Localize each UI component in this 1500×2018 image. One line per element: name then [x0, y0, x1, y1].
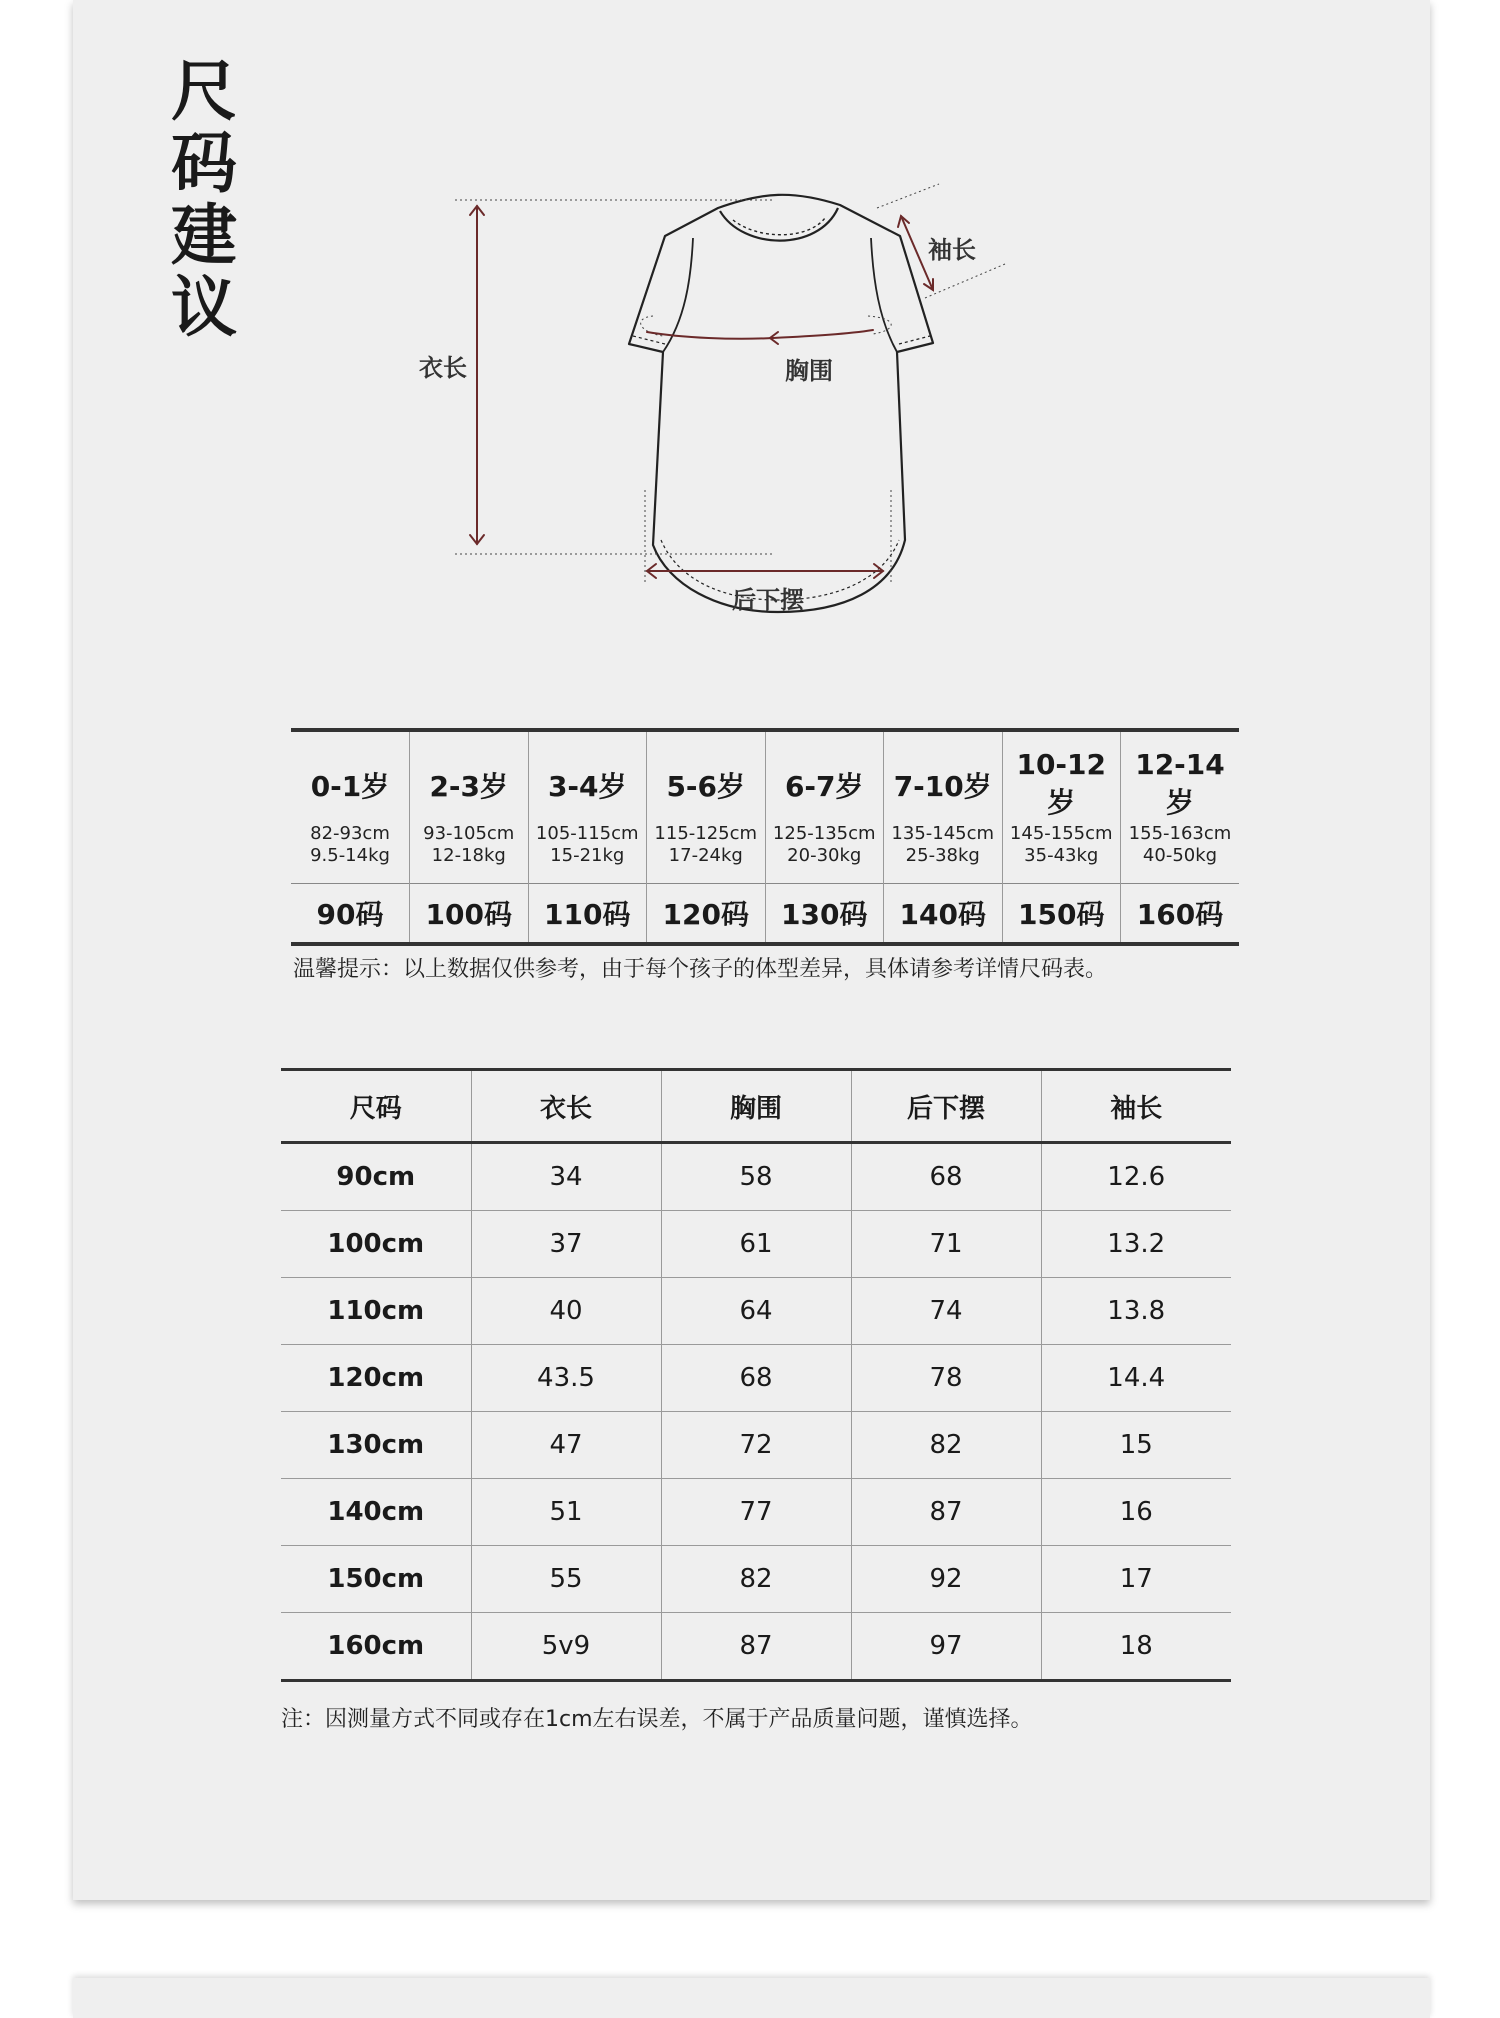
- cell-hem: 82: [851, 1412, 1041, 1479]
- cell-hem: 74: [851, 1278, 1041, 1345]
- size-cell: 110码: [528, 884, 647, 945]
- cell-sleeve: 13.8: [1041, 1278, 1231, 1345]
- size-cell: 120码: [647, 884, 766, 945]
- cell-chest: 64: [661, 1278, 851, 1345]
- age-cell: 3-4岁: [528, 730, 647, 822]
- size-cell: 130码: [765, 884, 884, 945]
- cell-sleeve: 18: [1041, 1613, 1231, 1681]
- cell-length: 37: [471, 1211, 661, 1278]
- cell-size: 160cm: [281, 1613, 471, 1681]
- cell-hem: 71: [851, 1211, 1041, 1278]
- dims-cell: 105-115cm 15-21kg: [528, 822, 647, 884]
- cell-chest: 82: [661, 1546, 851, 1613]
- cell-sleeve: 15: [1041, 1412, 1231, 1479]
- header-chest: 胸围: [661, 1070, 851, 1143]
- cell-length: 40: [471, 1278, 661, 1345]
- size-cell: 100码: [410, 884, 529, 945]
- table-row: [281, 1345, 1231, 1412]
- table-row: [281, 1412, 1231, 1479]
- cell-length: 47: [471, 1412, 661, 1479]
- cell-hem: 87: [851, 1479, 1041, 1546]
- size-row: [291, 884, 1239, 945]
- cell-size: 140cm: [281, 1479, 471, 1546]
- dims-cell: 93-105cm 12-18kg: [410, 822, 529, 884]
- cell-sleeve: 17: [1041, 1546, 1231, 1613]
- cell-sleeve: 14.4: [1041, 1345, 1231, 1412]
- cell-size: 90cm: [281, 1143, 471, 1211]
- size-cell: 150码: [1002, 884, 1121, 945]
- cell-length: 5v9: [471, 1613, 661, 1681]
- table-row: [281, 1278, 1231, 1345]
- cell-sleeve: 16: [1041, 1479, 1231, 1546]
- size-cell: 90码: [291, 884, 410, 945]
- cell-size: 130cm: [281, 1412, 471, 1479]
- header-sleeve: 袖长: [1041, 1070, 1231, 1143]
- tshirt-measurement-diagram: [73, 0, 1430, 680]
- cell-hem: 97: [851, 1613, 1041, 1681]
- table-row: [281, 1546, 1231, 1613]
- cell-chest: 68: [661, 1345, 851, 1412]
- cell-length: 51: [471, 1479, 661, 1546]
- cell-sleeve: 12.6: [1041, 1143, 1231, 1211]
- cell-hem: 68: [851, 1143, 1041, 1211]
- cell-chest: 61: [661, 1211, 851, 1278]
- title-char: 议: [171, 269, 237, 346]
- dims-cell: 135-145cm 25-38kg: [884, 822, 1003, 884]
- cell-chest: 87: [661, 1613, 851, 1681]
- cell-length: 43.5: [471, 1345, 661, 1412]
- size-cell: 160码: [1121, 884, 1240, 945]
- tshirt-illustration: [73, 0, 1430, 680]
- age-cell: 10-12岁: [1002, 730, 1121, 822]
- age-cell: 12-14岁: [1121, 730, 1240, 822]
- cell-size: 120cm: [281, 1345, 471, 1412]
- size-measurement-table: [281, 1068, 1231, 1682]
- cell-hem: 78: [851, 1345, 1041, 1412]
- title-char: 码: [171, 125, 237, 202]
- next-card-edge: [73, 1978, 1430, 2018]
- cell-chest: 72: [661, 1412, 851, 1479]
- age-size-table: [291, 728, 1239, 946]
- dims-cell: 115-125cm 17-24kg: [647, 822, 766, 884]
- cell-chest: 58: [661, 1143, 851, 1211]
- header-length: 衣长: [471, 1070, 661, 1143]
- age-cell: 5-6岁: [647, 730, 766, 822]
- age-row: [291, 730, 1239, 822]
- table-header-row: [281, 1070, 1231, 1143]
- dims-cell: 125-135cm 20-30kg: [765, 822, 884, 884]
- title-char: 尺: [171, 53, 237, 130]
- age-cell: 7-10岁: [884, 730, 1003, 822]
- reference-tip: 温馨提示：以上数据仅供参考，由于每个孩子的体型差异，具体请参考详情尺码表。: [293, 957, 1108, 982]
- dims-cell: 82-93cm 9.5-14kg: [291, 822, 410, 884]
- cell-sleeve: 13.2: [1041, 1211, 1231, 1278]
- header-size: 尺码: [281, 1070, 471, 1143]
- cell-size: 150cm: [281, 1546, 471, 1613]
- chest-label: 胸围: [785, 357, 833, 385]
- measurement-note: 注：因测量方式不同或存在1cm左右误差，不属于产品质量问题，谨慎选择。: [281, 1707, 1033, 1732]
- table-row: [281, 1143, 1231, 1211]
- cell-length: 55: [471, 1546, 661, 1613]
- dims-row: [291, 822, 1239, 884]
- dims-cell: 145-155cm 35-43kg: [1002, 822, 1121, 884]
- table-row: [281, 1479, 1231, 1546]
- cell-length: 34: [471, 1143, 661, 1211]
- header-hem: 后下摆: [851, 1070, 1041, 1143]
- table-row: [281, 1613, 1231, 1681]
- size-guide-card: [73, 0, 1430, 1900]
- age-cell: 2-3岁: [410, 730, 529, 822]
- cell-size: 100cm: [281, 1211, 471, 1278]
- sleeve-label: 袖长: [928, 236, 976, 264]
- cell-hem: 92: [851, 1546, 1041, 1613]
- age-cell: 6-7岁: [765, 730, 884, 822]
- cell-size: 110cm: [281, 1278, 471, 1345]
- dims-cell: 155-163cm 40-50kg: [1128, 823, 1232, 866]
- length-label: 衣长: [419, 354, 467, 382]
- age-cell: 0-1岁: [291, 730, 410, 822]
- hem-label: 后下摆: [732, 586, 804, 614]
- cell-chest: 77: [661, 1479, 851, 1546]
- title-char: 建: [171, 197, 237, 274]
- table-row: [281, 1211, 1231, 1278]
- size-cell: 140码: [884, 884, 1003, 945]
